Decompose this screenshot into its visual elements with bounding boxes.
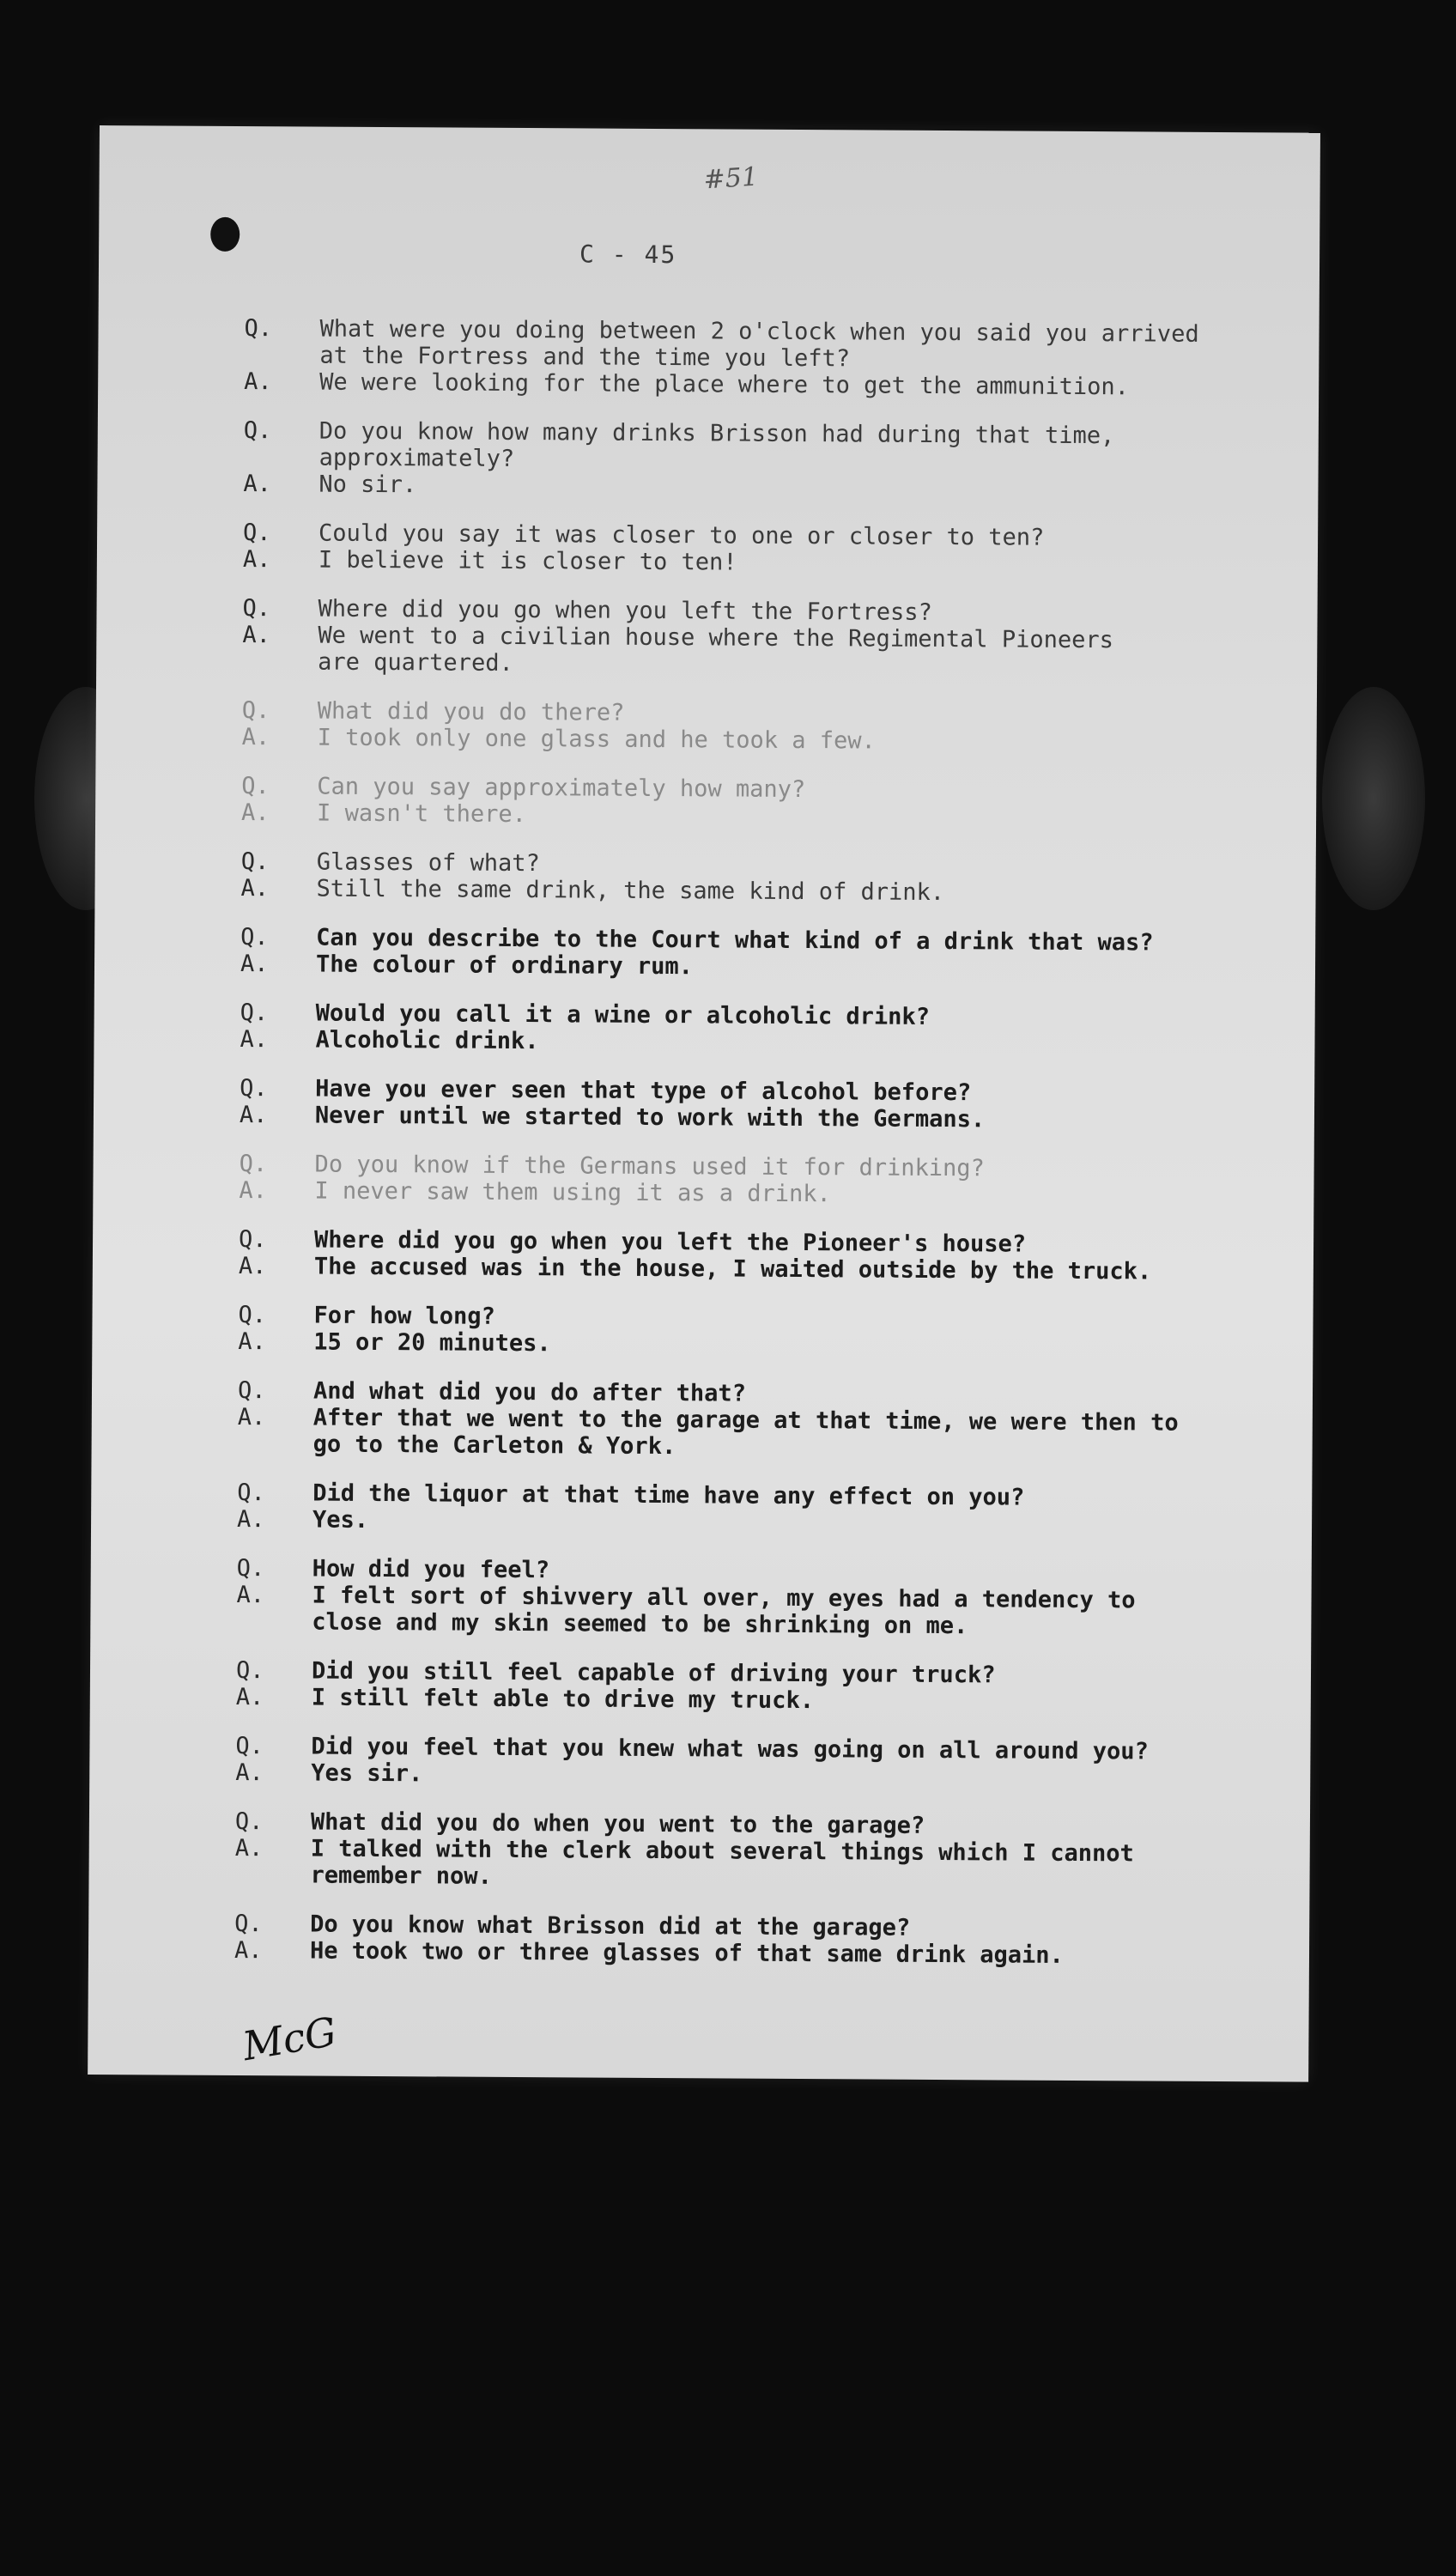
- answer-text: I never saw them using it as a drink.: [314, 1177, 831, 1208]
- answer-line: [238, 1328, 1268, 1361]
- question-text: What did you do there?: [317, 697, 625, 726]
- answer-line: [237, 1506, 1267, 1539]
- answer-line: [235, 1759, 1265, 1792]
- answer-label: A.: [235, 1684, 264, 1711]
- question-label: Q.: [240, 1075, 268, 1103]
- question-text: What did you do when you went to the garage?: [310, 1808, 925, 1839]
- transcript-body: [234, 315, 1275, 1992]
- answer-label: A.: [235, 1759, 264, 1787]
- question-label: Q.: [238, 1302, 267, 1329]
- question-label: Q.: [234, 1808, 264, 1836]
- question-text: Glasses of what?: [316, 848, 540, 878]
- question-text: Would you call it a wine or alcoholic drink?: [315, 999, 931, 1030]
- answer-line: [240, 951, 1271, 983]
- question-text: For how long?: [313, 1302, 495, 1330]
- question-label: Q.: [238, 1226, 267, 1254]
- question-text: Can you describe to the Court what kind of a drink that was?: [316, 924, 1154, 957]
- question-label: Q.: [235, 1657, 264, 1685]
- answer-line: [236, 1582, 1266, 1641]
- qa-exchange: [238, 1302, 1268, 1361]
- question-label: Q.: [244, 315, 273, 343]
- answer-text: I talked with the clerk about several things which I cannot remember now.: [310, 1835, 1134, 1890]
- qa-exchange: [239, 1151, 1269, 1210]
- answer-text: The accused was in the house, I waited outside by the truck.: [313, 1253, 1152, 1285]
- question-label: Q.: [237, 1479, 265, 1507]
- question-label: Q.: [242, 595, 271, 623]
- answer-label: A.: [237, 1404, 266, 1431]
- question-text: How did you feel?: [312, 1555, 550, 1584]
- answer-line: [240, 1026, 1270, 1059]
- answer-line: [244, 368, 1274, 401]
- answer-line: [240, 875, 1271, 908]
- answer-label: A.: [242, 546, 271, 574]
- question-text: Where did you go when you left the Pioneer's house?: [313, 1226, 1027, 1258]
- qa-exchange: [242, 595, 1273, 681]
- answer-text: I took only one glass and he took a few.: [317, 724, 876, 755]
- answer-label: A.: [234, 1835, 264, 1862]
- qa-exchange: [242, 697, 1272, 756]
- question-text: Did you still feel capable of driving your truck?: [311, 1657, 996, 1689]
- qa-exchange: [244, 315, 1275, 401]
- punch-hole: [210, 217, 240, 252]
- answer-text: The colour of ordinary rum.: [315, 951, 694, 981]
- answer-line: [239, 1253, 1269, 1285]
- question-text: And what did you do after that?: [312, 1377, 747, 1407]
- question-label: Q.: [236, 1555, 265, 1583]
- question-label: Q.: [241, 773, 270, 800]
- question-label: Q.: [240, 848, 270, 876]
- answer-text: He took two or three glasses of that same drink again.: [309, 1937, 1064, 1969]
- question-label: Q.: [237, 1377, 266, 1405]
- qa-exchange: [234, 1808, 1265, 1894]
- question-text: Could you say it was closer to one or closer to ten?: [318, 519, 1045, 551]
- question-text: Do you know if the Germans used it for drinking?: [314, 1151, 985, 1182]
- answer-text: Yes.: [312, 1506, 369, 1534]
- answer-text: Yes sir.: [311, 1759, 423, 1788]
- question-label: Q.: [240, 999, 269, 1027]
- answer-line: [243, 546, 1273, 579]
- qa-exchange: [243, 519, 1273, 579]
- answer-text: Still the same drink, the same kind of drink.: [316, 875, 945, 907]
- question-line: [244, 315, 1274, 374]
- answer-label: A.: [240, 1026, 269, 1054]
- answer-line: [236, 1684, 1266, 1716]
- qa-exchange: [238, 1377, 1269, 1463]
- answer-label: A.: [238, 1253, 267, 1280]
- answer-label: A.: [244, 368, 272, 396]
- handwritten-reference-number: #51: [702, 161, 759, 196]
- handwritten-initials: McG: [239, 2008, 340, 2070]
- answer-label: A.: [241, 799, 270, 827]
- answer-line: [234, 1937, 1265, 1970]
- question-text: Did the liquor at that time have any effect on you?: [312, 1479, 1025, 1511]
- qa-exchange: [240, 1075, 1270, 1134]
- question-text: Where did you go when you left the Fortress?: [318, 595, 932, 626]
- question-text: Can you say approximately how many?: [317, 773, 806, 804]
- answer-line: [239, 1177, 1269, 1210]
- qa-exchange: [234, 1911, 1265, 1970]
- answer-text: We were looking for the place where to get the ammunition.: [319, 368, 1130, 401]
- answer-label: A.: [243, 471, 272, 498]
- answer-text: Never until we started to work with the Germans.: [314, 1102, 986, 1133]
- scan-glare-right: [1322, 687, 1425, 910]
- qa-exchange: [236, 1555, 1267, 1641]
- answer-text: Alcoholic drink.: [315, 1026, 539, 1055]
- question-label: Q.: [234, 1910, 263, 1938]
- answer-line: [238, 1404, 1268, 1463]
- answer-text: After that we went to the garage at that time, we were then to go to the Carleton & York.: [312, 1404, 1179, 1461]
- answer-label: A.: [239, 1102, 268, 1129]
- answer-text: I felt sort of shivvery all over, my eyes had a tendency to close and my skin seemed to be shrinking on me.: [312, 1582, 1136, 1640]
- answer-text: I wasn't there.: [317, 799, 527, 829]
- question-text: Do you know what Brisson did at the garage?: [310, 1911, 911, 1941]
- answer-text: We went to a civilian house where the Regimental Pioneers are quartered.: [318, 622, 1114, 677]
- answer-line: [240, 1102, 1270, 1134]
- answer-line: [241, 799, 1271, 832]
- question-label: Q.: [241, 697, 270, 725]
- question-text: Have you ever seen that type of alcohol before?: [315, 1075, 972, 1107]
- question-text: Do you know how many drinks Brisson had during that time, approximately?: [318, 417, 1115, 472]
- qa-exchange: [240, 999, 1270, 1059]
- answer-line: [242, 622, 1272, 681]
- answer-line: [234, 1835, 1265, 1894]
- answer-text: No sir.: [318, 471, 417, 499]
- question-text: What were you doing between 2 o'clock when you said you arrived at the Fortress and the time you left?: [319, 315, 1199, 373]
- document-page: [88, 125, 1320, 2082]
- question-label: Q.: [240, 924, 269, 951]
- answer-label: A.: [239, 1177, 268, 1205]
- question-label: Q.: [243, 417, 272, 445]
- answer-label: A.: [240, 875, 270, 902]
- qa-exchange: [241, 773, 1271, 832]
- question-line: [244, 417, 1274, 477]
- question-label: Q.: [235, 1733, 264, 1760]
- qa-exchange: [240, 848, 1271, 908]
- qa-exchange: [243, 417, 1274, 503]
- qa-exchange: [235, 1733, 1265, 1792]
- answer-label: A.: [242, 622, 270, 649]
- question-label: Q.: [243, 519, 271, 547]
- question-label: Q.: [239, 1151, 268, 1178]
- question-text: Did you feel that you knew what was going on all around you?: [311, 1733, 1149, 1765]
- answer-label: A.: [240, 951, 269, 978]
- answer-label: A.: [236, 1582, 265, 1609]
- answer-line: [242, 724, 1272, 756]
- answer-text: I still felt able to drive my truck.: [311, 1684, 815, 1715]
- page-number: C - 45: [579, 240, 677, 270]
- answer-label: A.: [234, 1936, 263, 1965]
- answer-line: [243, 471, 1273, 503]
- answer-label: A.: [238, 1328, 266, 1356]
- qa-exchange: [237, 1479, 1267, 1539]
- qa-exchange: [240, 924, 1271, 983]
- answer-text: I believe it is closer to ten!: [318, 546, 737, 576]
- answer-label: A.: [236, 1506, 265, 1534]
- answer-label: A.: [241, 724, 270, 751]
- answer-text: 15 or 20 minutes.: [313, 1328, 551, 1358]
- qa-exchange: [236, 1657, 1266, 1716]
- qa-exchange: [239, 1226, 1269, 1285]
